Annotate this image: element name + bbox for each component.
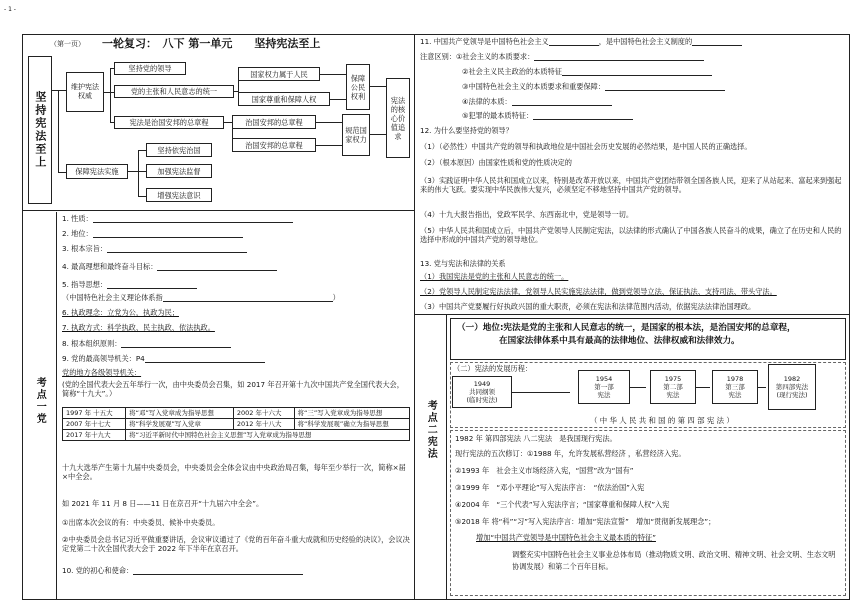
diagram-core-value: 宪法的核心价值追求 [386, 78, 410, 158]
right-r1: （1）（必然性）中国共产党的领导和执政地位是中国社会历史发展的必然结果，是中国人民的正确选择。 [420, 142, 752, 151]
status-box [450, 318, 846, 360]
table-row: 2017 年十九大 将“习近平新时代中国特色社会主义思想”写入党章成为指导思想 [63, 430, 410, 441]
party-p3: ①出席本次会议的有：中央委员、候补中央委员。 [62, 518, 220, 527]
diagram-guarantee: 保障公民权利 [346, 64, 370, 110]
party-q10: 10. 党的初心和使命： [62, 566, 303, 575]
section-party-label: 考点一党 [26, 346, 52, 456]
guiding-thought-table [62, 407, 410, 441]
party-q5b: （中国特色社会主义理论体系指 ） [62, 293, 340, 302]
page-number: - 1 - [4, 6, 16, 13]
right-s1: （1）我国宪法是党的主张和人民意志的统一。 [420, 272, 569, 281]
history-title: （二）宪法的发展历程： [453, 364, 533, 373]
diagram-unity: 党的主张和人民意志的统一 [114, 85, 234, 98]
diagram-maintain: 维护宪法权威 [66, 72, 104, 112]
right-n3: ③中国特色社会主义的本质要求和重要保障： [462, 82, 725, 91]
amend-c2: 现行宪法的五次修订：①1988 年，允许发展私营经济 ，私营经济入宪。 [455, 449, 686, 458]
right-s2: （2）党领导人民制定宪法法律，党领导人民实施宪法法律，做到党领导立法、保证执法、支持司法、带头守法。 [420, 287, 777, 296]
history-1982: 1982 第四部宪法 (现行宪法) [768, 364, 816, 410]
party-q1: 1. 性质： [62, 214, 293, 223]
history-1978: 1978 第三部 宪法 [712, 370, 758, 404]
table-row: 1997 年 十五大 将“邓”写入党章成为指导思想 2002 年十六大 将“三”写入党章成为指导思想 [63, 408, 410, 419]
diagram-main-label: 坚持宪法至上 [28, 56, 52, 204]
diagram-respect-rights: 国家尊重和保障人权 [238, 92, 330, 106]
history-1975: 1975 第二部 宪法 [650, 370, 696, 404]
party-q8: 8. 根本组织原则： [62, 339, 231, 348]
party-q2: 2. 地位： [62, 229, 243, 238]
party-q9b: 党的地方各级领导机关： [62, 368, 142, 377]
right-note: 注意区别：①社会主义的本质要求： [420, 52, 704, 61]
party-p4: ②中央委员会总书记习近平做重要讲话，会议审议通过了《党的百年奋斗重大成就和历史经验的决议》，会议决定党第二十次全国代表大会于 2022 年下半年在京召开。 [62, 535, 410, 553]
status-line-2: 在国家法律体系中具有最高的法律地位、法律权威和法律效力。 [499, 336, 740, 347]
right-r3: （3）实践证明中华人民共和国成立以来，特别是改革开放以来，中国共产党团结带领全国各族人民，迎来了从站起来、富起来到强起来的伟大飞跃。要实现中华民族伟大复兴，必须坚定不移地坚持中国共产党的领导。 [420, 176, 842, 194]
right-r4: （4）十九大报告指出，党政军民学、东西南北中，党是领导一切。 [420, 210, 634, 219]
page-title: 一轮复习： 八下 第一单元 坚持宪法至上 [102, 37, 321, 50]
amend-c1: 1982 年 第四部宪法 八二宪法 是我国现行宪法。 [455, 434, 617, 443]
history-1949: 1949 共同纲领 (临时宪法) [452, 376, 512, 408]
right-r2: （2）（根本原因）由国家性质和党的性质决定的 [420, 158, 572, 167]
amend-c8: 调整充实中国特色社会主义事业总体布局（推动物质文明、政治文明、精神文明、社会文明、生态文明协调发展）和第二个百年目标。 [512, 550, 836, 571]
right-n5: ⑤犯罪的最本质特征： [462, 111, 633, 120]
column-divider [414, 34, 415, 600]
page-part: （第一页） [50, 40, 85, 48]
history-1954: 1954 第一部 宪法 [578, 370, 630, 404]
right-n2: ②社会主义民主政治的本质特征 [462, 67, 712, 76]
diagram-gov1: 治国安邦的总章程 [232, 115, 316, 129]
diagram-implement: 保障宪法实施 [66, 164, 128, 179]
right-s3: （3）中国共产党要履行好执政兴国的重大职责，必须在宪法和法律范围内活动，依据宪法法律治国理政。 [420, 302, 756, 311]
right-q13: 13. 党与宪法和法律的关系 [420, 259, 506, 268]
diagram-rule3: 增强宪法意识 [146, 188, 212, 202]
party-q6: 6. 执政理念：立党为公，执政为民； [62, 308, 179, 317]
diagram-party-lead: 坚持党的领导 [114, 62, 186, 75]
table-row: 2007 年十七大 将“科学发展观”写入党章 2012 年十八大 将“科学发展观”确立为指导思想 [63, 419, 410, 430]
right-n4: ④法律的本质： [462, 97, 612, 106]
party-q3: 3. 根本宗旨： [62, 244, 247, 253]
diagram-governing: 宪法是治国安邦的总章程 [114, 116, 224, 129]
party-p2: 如 2021 年 11 月 8 日——11 日在京召开“十九届六中全会”。 [62, 499, 264, 508]
amend-c7: 增加“中国共产党领导是中国特色社会主义最本质的特征” [476, 533, 656, 542]
diagram-gov2: 治国安邦的总章程 [232, 138, 316, 152]
diagram-rule1: 坚持依宪治国 [146, 143, 212, 157]
amend-c4: ③1999 年 “邓小平理论”写入宪法序言： “依法治国”入宪 [455, 483, 645, 492]
party-q9: 9. 党的最高领导机关：P4 [62, 354, 265, 363]
section-constitution-label: 考点二宪法 [418, 370, 442, 490]
party-q7: 7. 执政方式：科学执政、民主执政、依法执政。 [62, 323, 215, 332]
diagram-regulate: 规范国家权力 [342, 114, 370, 156]
right-q11: 11. 中国共产党领导是中国特色社会主义 ，是中国特色社会主义制度的 [420, 37, 742, 46]
right-r5: （5）中华人民共和国成立后，中国共产党领导人民制定宪法，以法律的形式确认了中国各族人民奋斗的成果，确立了在历史和人民的选择中形成的中国共产党的领导地位。 [420, 226, 842, 244]
amend-c3: ②1993 年 社会主义市场经济入宪，“国营”改为“国有” [455, 466, 634, 475]
diagram-power-people: 国家权力属于人民 [238, 67, 320, 81]
party-q5: 5. 指导思想： [62, 280, 197, 289]
history-note: （ 中 华 人 民 共 和 国 的 第 四 部 宪 法 ） [590, 416, 734, 425]
amend-c6: ⑤2018 年 将“科”“习”写入宪法序言：增加“宪法宣誓” 增加“贯彻新发展理念”； [455, 517, 716, 526]
party-q4: 4. 最高理想和最终奋斗目标： [62, 262, 277, 271]
right-q12: 12. 为什么要坚持党的领导？ [420, 126, 513, 135]
diagram-rule2: 加强宪法监督 [146, 164, 212, 178]
amend-c5: ④2004 年 “三个代表”写入宪法序言；“国家尊重和保障人权”入宪 [455, 500, 670, 509]
status-line-1: （一）地位:宪法是党的主张和人民意志的统一，是国家的根本法，是治国安邦的总章程， [457, 323, 796, 333]
party-p1: 十九大选举产生第十九届中央委员会，中央委员会全体会议由中央政治局召集，每年至少举行一次，简称×届×中全会。 [62, 463, 406, 481]
party-q9c: (党的全国代表大会五年举行一次，由中央委员会召集，如 2017 年召开第十九次中国共产党全国代表大会，简称“十九大”。） [62, 380, 404, 398]
